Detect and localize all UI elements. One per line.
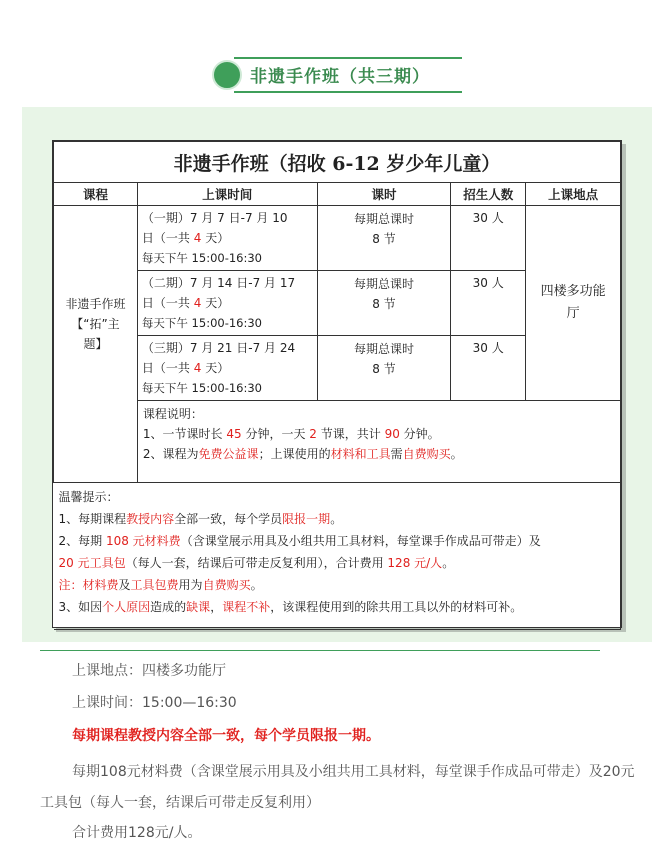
col-course: 课程 [54, 183, 138, 206]
schedule-table-card [52, 140, 622, 628]
table-title: 非遗手作班（招收 6-12 岁少年儿童） [54, 142, 621, 183]
body-fee: 每期108元材料费（含课堂展示用具及小组共用工具材料，每堂课手作成品可带走）及20元工具包（每人一套，结课后可带走反复利用） [40, 764, 635, 811]
table-header-row [54, 183, 621, 206]
body-notice: 每期课程教授内容全部一致，每个学员限报一期。 [72, 728, 380, 744]
body-total: 合计费用128元/人。 [72, 825, 202, 841]
body-time: 上课时间：15:00—16:30 [72, 695, 237, 711]
info-panel [22, 107, 652, 642]
col-count: 招生人数 [451, 183, 526, 206]
col-hours: 课时 [317, 183, 451, 206]
session-hours-cell: 每期总课时 8 节 [317, 271, 451, 336]
location-cell: 四楼多功能 厅 [526, 206, 621, 401]
body-location: 上课地点：四楼多功能厅 [72, 663, 226, 679]
header-rule-bottom [234, 91, 462, 93]
circle-dot-icon [212, 60, 242, 90]
notes-row [54, 401, 621, 483]
session-count-cell: 30 人 [451, 336, 526, 401]
session-time-cell: （二期）7 月 14 日-7 月 17 日（一共 4 天） 每天下午 15:00-16:30 [137, 271, 317, 336]
tips-row [54, 483, 621, 630]
course-name-cell: 非遗手作班 【“拓”主 题】 [54, 206, 138, 483]
session-time-cell: （三期）7 月 21 日-7 月 24 日（一共 4 天） 每天下午 15:00-16:30 [137, 336, 317, 401]
header-rule-top [234, 57, 462, 59]
session-time-cell: （一期）7 月 7 日-7 月 10 日（一共 4 天） 每天下午 15:00-16:30 [137, 206, 317, 271]
col-location: 上课地点 [526, 183, 621, 206]
schedule-table [53, 141, 621, 630]
session-count-cell: 30 人 [451, 206, 526, 271]
table-row [54, 206, 621, 271]
divider [40, 650, 600, 651]
session-hours-cell: 每期总课时 8 节 [317, 336, 451, 401]
warm-tips: 温馨提示： 1、每期课程教授内容全部一致，每个学员限报一期。 2、每期 108 元材料费（含课堂展示用具及小组共用工具材料，每堂课手作成品可带走）及 20 元工具包（每人一套，结课后可带走反复利用），合计费用 128 元/人。 注：材料费及工具包费用为自费购买。 3、如因个人原因造成的缺课，课程不补，该课程使用到的除共用工具以外的材料可补。 [54, 483, 621, 630]
col-time: 上课时间 [137, 183, 317, 206]
session-count-cell: 30 人 [451, 271, 526, 336]
session-hours-cell: 每期总课时 8 节 [317, 206, 451, 271]
section-header [212, 57, 462, 95]
section-title: 非遗手作班（共三期） [250, 67, 430, 87]
course-notes: 课程说明： 1、一节课时长 45 分钟，一天 2 节课，共计 90 分钟。 2、课程为免费公益课；上课使用的材料和工具需自费购买。 [137, 401, 620, 483]
